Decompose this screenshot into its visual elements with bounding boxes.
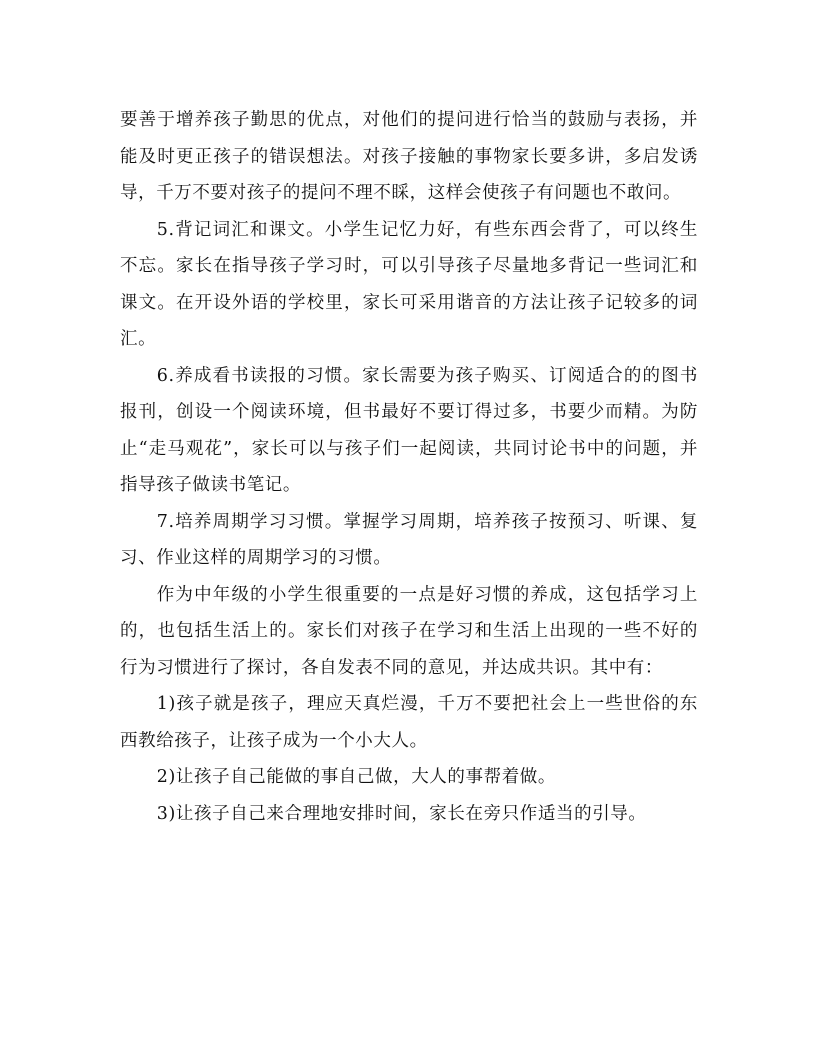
paragraph-item-5-memorize: 5.背记词汇和课文。小学生记忆力好，有些东西会背了，可以终生不忘。家长在指导孩子学习时，可以引导孩子尽量地多背记一些词汇和课文。在开设外语的学校里，家长可采用谐音的方法让孩子记较多的词汇。 <box>120 219 698 349</box>
paragraph-point-2: 2)让孩子自己能做的事自己做，大人的事帮着做。 <box>156 767 557 787</box>
paragraph-good-habits: 作为中年级的小学生很重要的一点是好习惯的养成，这包括学习上的，也包括生活上的。家长们对孩子在学习和生活上出现的一些不好的行为习惯进行了探讨，各自发表不同的意见，并达成共识。其中有： <box>120 584 698 678</box>
paragraph-point-1: 1)孩子就是孩子，理应天真烂漫，千万不要把社会上一些世俗的东西教给孩子，让孩子成为一个小大人。 <box>120 694 698 751</box>
paragraph-point-3: 3)让孩子自己来合理地安排时间，家长在旁只作适当的引导。 <box>156 803 647 824</box>
paragraph-item-7-study-cycle: 7.培养周期学习习惯。掌握学习周期，培养孩子按预习、听课、复习、作业这样的周期学习的习惯。 <box>120 511 698 568</box>
paragraph-item-6-reading: 6.养成看书读报的习惯。家长需要为孩子购买、订阅适合的的图书报刊，创设一个阅读环境，但书最好不要订得过多，书要少而精。为防止“走马观花”，家长可以与孩子们一起阅读，共同讨论书中的问题，并指导孩子做读书笔记。 <box>120 365 698 495</box>
document-body <box>120 102 698 832</box>
paragraph-encourage-questions: 要善于增养孩子勤思的优点，对他们的提问进行恰当的鼓励与表扬，并能及时更正孩子的错误想法。对孩子接触的事物家长要多讲，多启发诱导，千万不要对孩子的提问不理不睬，这样会使孩子有问题也不敢问。 <box>120 110 698 203</box>
